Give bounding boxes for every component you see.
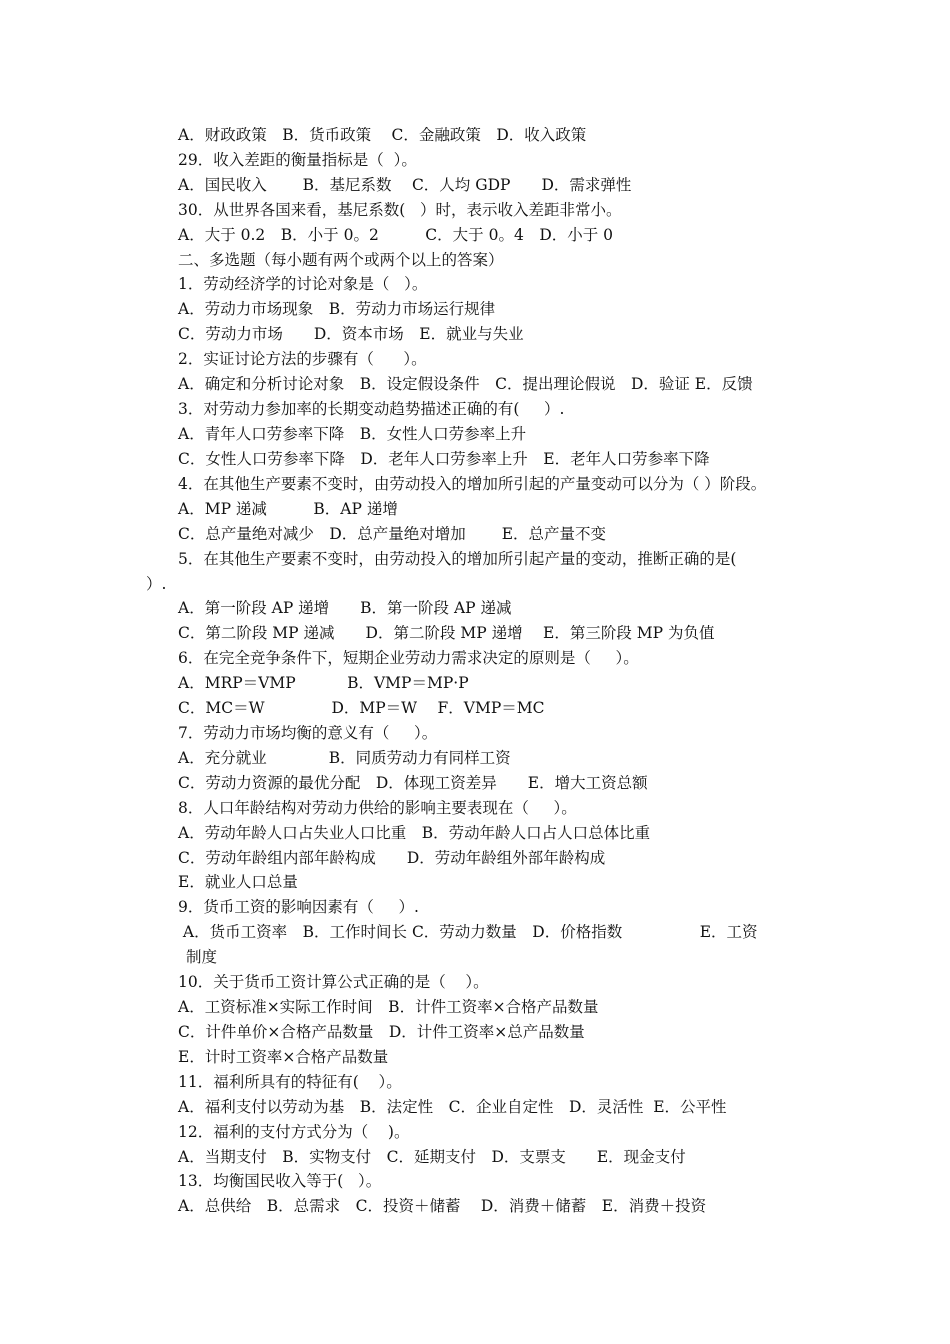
text-line: A．当期支付 B．实物支付 C．延期支付 D．支票支 E．现金支付 <box>178 1148 686 1166</box>
text-line: A．充分就业 B．同质劳动力有同样工资 <box>178 749 511 767</box>
text-line: A．大于 0.2 B．小于 0。2 C．大于 0。4 D．小于 0 <box>178 226 614 244</box>
question-line: 2．实证讨论方法的步骤有（ ）。 <box>178 350 427 368</box>
question-line: 29．收入差距的衡量指标是（ ）。 <box>178 151 417 169</box>
question-line-continuation: ）. <box>146 575 167 593</box>
question-line: 8．人口年龄结构对劳动力供给的影响主要表现在（ ）。 <box>178 799 577 817</box>
text-line: E．就业人口总量 <box>178 873 298 891</box>
question-line: 3．对劳动力参加率的长期变动趋势描述正确的有( ）. <box>178 400 565 418</box>
text-line: A．劳动年龄人口占失业人口比重 B．劳动年龄人口占人口总体比重 <box>178 824 651 842</box>
text-line: A．青年人口劳参率下降 B．女性人口劳参率上升 <box>178 425 527 443</box>
text-line: C．MC＝W D．MP＝W F．VMP＝MC <box>178 699 545 717</box>
text-line: A．工资标准×实际工作时间 B．计件工资率×合格产品数量 <box>178 998 599 1016</box>
text-line-continuation: 制度 <box>186 948 218 966</box>
text-line: A．财政政策 B．货币政策 C．金融政策 D．收入政策 <box>178 126 587 144</box>
text-line: A．总供给 B．总需求 C．投资＋储蓄 D．消费＋储蓄 E．消费＋投资 <box>178 1197 707 1215</box>
text-line: A．MRP＝VMP B．VMP＝MP·P <box>178 674 469 692</box>
text-line: C．第二阶段 MP 递减 D．第二阶段 MP 递增 E．第三阶段 MP 为负值 <box>178 624 715 642</box>
text-line: A．MP 递减 B．AP 递增 <box>178 500 398 518</box>
text-line: C．总产量绝对减少 D．总产量绝对增加 E．总产量不变 <box>178 525 607 543</box>
text-line: A．劳动力市场现象 B．劳动力市场运行规律 <box>178 300 496 318</box>
text-line: C．女性人口劳参率下降 D．老年人口劳参率上升 E．老年人口劳参率下降 <box>178 450 710 468</box>
text-line: A．福利支付以劳动为基 B．法定性 C．企业自定性 D．灵活性 E．公平性 <box>178 1098 727 1116</box>
text-line: A．货币工资率 B．工作时间长 C．劳动力数量 D．价格指数 E．工资 <box>178 923 758 941</box>
text-line: A．第一阶段 AP 递增 B．第一阶段 AP 递减 <box>178 599 512 617</box>
text-line: C．劳动力市场 D．资本市场 E．就业与失业 <box>178 325 524 343</box>
section-heading: 二、多选题（每小题有两个或两个以上的答案） <box>178 251 504 269</box>
question-line: 5．在其他生产要素不变时，由劳动投入的增加所引起产量的变动，推断正确的是( <box>178 550 737 568</box>
question-line: 12．福利的支付方式分为（ )。 <box>178 1123 410 1141</box>
text-line: E．计时工资率×合格产品数量 <box>178 1048 389 1066</box>
question-line: 4．在其他生产要素不变时，由劳动投入的增加所引起的产量变动可以分为（ ）阶段。 <box>178 475 767 493</box>
question-line: 9．货币工资的影响因素有（ ）. <box>178 898 419 916</box>
text-line: C．劳动年龄组内部年龄构成 D．劳动年龄组外部年龄构成 <box>178 849 606 867</box>
question-line: 13．均衡国民收入等于( ）。 <box>178 1172 382 1190</box>
question-line: 6．在完全竞争条件下，短期企业劳动力需求决定的原则是（ ）。 <box>178 649 639 667</box>
question-line: 11．福利所具有的特征有( ）。 <box>178 1073 402 1091</box>
question-line: 10．关于货币工资计算公式正确的是（ ）。 <box>178 973 489 991</box>
text-line: C．劳动力资源的最优分配 D．体现工资差异 E．增大工资总额 <box>178 774 648 792</box>
question-line: 30．从世界各国来看，基尼系数( ）时，表示收入差距非常小。 <box>178 201 622 219</box>
text-line: C．计件单价×合格产品数量 D．计件工资率×总产品数量 <box>178 1023 585 1041</box>
text-line: A．国民收入 B．基尼系数 C．人均 GDP D．需求弹性 <box>178 176 632 194</box>
text-line: A．确定和分析讨论对象 B．设定假设条件 C．提出理论假说 D．验证 E．反馈 <box>178 375 753 393</box>
question-line: 1．劳动经济学的讨论对象是（ ）。 <box>178 275 428 293</box>
question-line: 7．劳动力市场均衡的意义有（ ）。 <box>178 724 438 742</box>
